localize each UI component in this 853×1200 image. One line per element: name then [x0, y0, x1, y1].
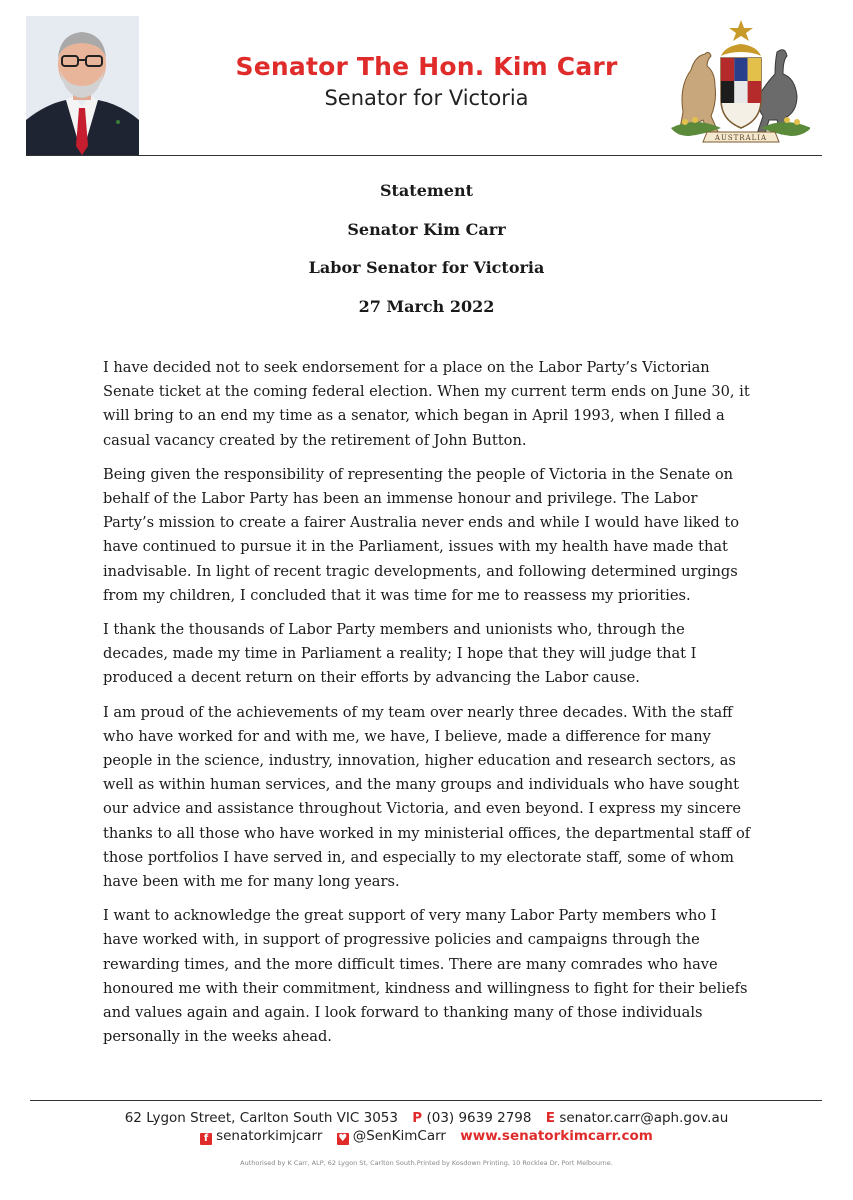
twitter-icon: ♥ [338, 1133, 348, 1144]
statement-body [103, 356, 753, 1059]
website-link[interactable]: www.senatorkimcarr.com [460, 1128, 653, 1144]
authorisation-notice: Authorised by K Carr, ALP, 62 Lygon St, Carlton South.Printed by Kosdown Printing, 10 Rocklea Dr, Port Melbourne. [240, 1159, 613, 1167]
header-divider [26, 155, 822, 156]
senator-name-title: Senator The Hon. Kim Carr [235, 52, 618, 81]
office-address: 62 Lygon Street, Carlton South VIC 3053 [124, 1110, 398, 1126]
statement-headings [0, 172, 853, 326]
body-paragraph: I want to acknowledge the great support of very many Labor Party members who I have worked with, in support of progressive policies and campaigns through the rewarding times, and the more difficult times. There are many comrades who have honoured me with their commitment, kindness and willingness to fight for their beliefs and values again and again. I look forward to thanking many of those individuals personally in the weeks ahead. [103, 907, 748, 1046]
crest-banner-text: AUSTRALIA [714, 134, 768, 142]
statement-label: Statement [379, 181, 473, 200]
facebook-handle[interactable]: senatorkimjcarr [216, 1128, 323, 1144]
body-paragraph: I have decided not to seek endorsement for a place on the Labor Party’s Victorian Senate ticket at the coming federal election. When my current term ends on June 30, it will bring to an end my time as a senator, which began in April 1993, when I filled a casual vacancy created by the retirement of John Button. [103, 359, 750, 449]
footer-contact-line [0, 1110, 853, 1126]
letterhead [0, 0, 853, 160]
senator-portrait-photo [26, 16, 139, 155]
email-label: E [545, 1110, 556, 1126]
statement-date: 27 March 2022 [358, 296, 495, 316]
footer-social-line [0, 1128, 853, 1145]
email-address[interactable]: senator.carr@aph.gov.au [559, 1110, 729, 1126]
body-paragraph: Being given the responsibility of representing the people of Victoria in the Senate on behalf of the Labor Party has been an immense honour and privilege. The Labor Party’s mission to create a fairer Australia never ends and while I would have liked to have continued to pursue it in the Parliament, issues with my health have made that inadvisable. In light of recent tragic developments, and following determined urgings from my children, I concluded that it was time for me to reassess my priorities. [103, 465, 740, 604]
phone-number[interactable]: (03) 9639 2798 [426, 1110, 532, 1126]
statement-name: Senator Kim Carr [347, 219, 506, 239]
coat-of-arms-icon [665, 16, 810, 149]
phone-label: P [412, 1110, 423, 1126]
facebook-icon: f [200, 1133, 212, 1145]
senator-subtitle: Senator for Victoria [324, 86, 529, 110]
twitter-handle[interactable]: @SenKimCarr [352, 1128, 446, 1144]
statement-role: Labor Senator for Victoria [308, 258, 545, 277]
body-paragraph: I thank the thousands of Labor Party members and unionists who, through the decades, made my time in Parliament a reality; I hope that they will judge that I produced a decent return on their efforts by advancing the Labor cause. [103, 621, 697, 687]
body-paragraph: I am proud of the achievements of my team over nearly three decades. With the staff who have worked for and with me, we have, I believe, made a difference for many people in the science, industry, innovation, higher education and research sectors, as well as within human services, and the many groups and individuals who have sought our advice and assistance throughout Victoria, and even beyond. I express my sincere thanks to all those who have worked in my ministerial offices, the departmental staff of those portfolios I have served in, and especially to my electorate staff, some of whom have been with me for many long years. [103, 703, 751, 891]
footer-divider [30, 1100, 822, 1101]
